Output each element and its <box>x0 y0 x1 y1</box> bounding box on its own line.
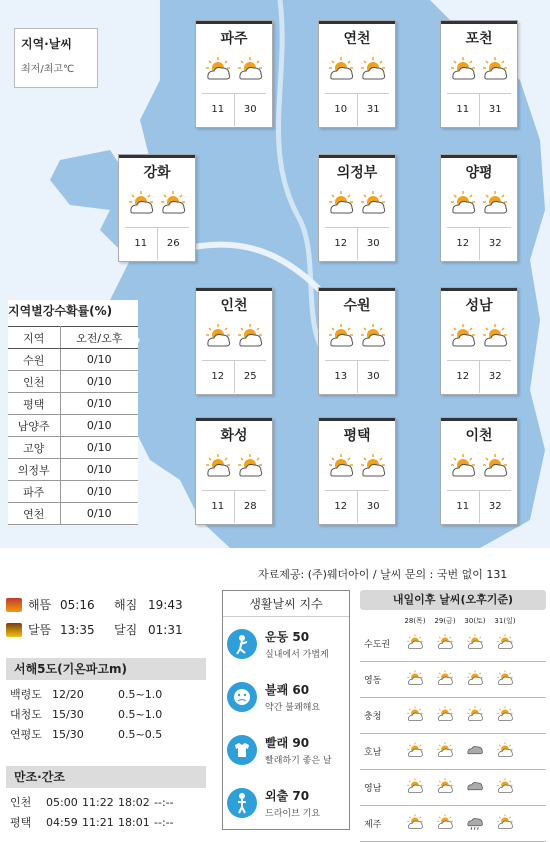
city-card <box>440 154 518 262</box>
sun-cloud-icon <box>481 55 509 87</box>
sun-moon-panel <box>6 592 206 642</box>
sun-cloud-icon <box>159 189 187 221</box>
sun-cloud-icon <box>436 777 454 799</box>
sun-cloud-icon <box>406 813 424 835</box>
table-row <box>8 371 138 393</box>
data-source: 자료제공: (주)웨더아이 / 날씨 문의 : 국번 없이 131 <box>258 568 508 581</box>
list-item <box>223 617 349 670</box>
temp-low: 12 <box>447 361 480 393</box>
temp-high: 28 <box>243 501 257 512</box>
city-name: 연천 <box>319 21 395 49</box>
laundry-icon <box>227 735 257 765</box>
rain-value: 0/10 <box>60 371 138 393</box>
rain-value: 0/10 <box>60 503 138 525</box>
sun-cloud-icon <box>406 777 424 799</box>
city-name: 인천 <box>196 288 272 316</box>
sun-cloud-icon <box>327 452 355 484</box>
tide-time: 05:00 <box>46 795 78 809</box>
city-card <box>195 20 273 128</box>
sun-cloud-icon <box>481 452 509 484</box>
forecast-region: 영남 <box>364 784 382 794</box>
forecast-panel <box>360 590 546 842</box>
forecast-row <box>360 806 546 842</box>
sun-cloud-icon <box>466 669 484 691</box>
tide-time: 11:22 <box>82 795 114 809</box>
sun-cloud-icon <box>406 633 424 655</box>
island-wave: 0.5~1.0 <box>118 707 163 721</box>
table-row <box>8 481 138 503</box>
temp-high: 31 <box>366 104 380 115</box>
life-index-name: 불쾌 60 <box>265 682 310 697</box>
map-legend <box>14 28 98 88</box>
sun-cloud-icon <box>436 705 454 727</box>
life-index-name: 외출 70 <box>265 788 310 803</box>
tide-time: 18:01 <box>118 815 150 829</box>
sun-cloud-icon <box>406 669 424 691</box>
sun-cloud-icon <box>496 777 514 799</box>
forecast-title: 내일이후 날씨(오후기준) <box>360 590 546 610</box>
sun-cloud-icon <box>436 813 454 835</box>
temp-low: 11 <box>125 228 158 260</box>
list-item <box>6 704 206 724</box>
island-name: 백령도 <box>10 688 42 701</box>
temp-low: 12 <box>325 228 358 260</box>
sun-cloud-icon <box>406 741 424 763</box>
sun-cloud-icon <box>204 322 232 354</box>
forecast-day: 29(금) <box>434 617 456 625</box>
city-card <box>318 287 396 395</box>
rain-value: 0/10 <box>60 415 138 437</box>
sun-cloud-icon <box>496 741 514 763</box>
city-name: 평택 <box>319 418 395 446</box>
island-name: 대청도 <box>10 708 42 721</box>
rain-region: 고양 <box>8 437 60 459</box>
rain-region: 평택 <box>8 393 60 415</box>
west-sea-title: 서해5도(기온파고m) <box>6 658 206 680</box>
table-row <box>8 393 138 415</box>
city-name: 포천 <box>441 21 517 49</box>
cloud-icon <box>466 777 484 799</box>
temp-high: 26 <box>166 238 180 249</box>
temp-low: 11 <box>447 491 480 523</box>
island-name: 연평도 <box>10 728 42 741</box>
tide-time: --:-- <box>154 795 174 809</box>
table-row <box>8 415 138 437</box>
sun-cloud-icon <box>449 452 477 484</box>
rain-cloud-icon <box>466 813 484 835</box>
temp-low: 11 <box>447 94 480 126</box>
sunrise-time: 05:16 <box>60 597 95 612</box>
moonrise-label: 달뜸 <box>28 623 52 637</box>
table-row <box>8 349 138 371</box>
sun-cloud-icon <box>127 189 155 221</box>
temp-high: 32 <box>488 371 502 382</box>
list-item <box>6 792 206 812</box>
list-item <box>223 776 349 829</box>
sun-cloud-icon <box>327 322 355 354</box>
life-index-desc: 드라이브 기요 <box>265 808 321 819</box>
city-name: 이천 <box>441 418 517 446</box>
tide-times-panel <box>6 766 206 832</box>
rain-value: 0/10 <box>60 459 138 481</box>
city-card <box>195 287 273 395</box>
outing-icon <box>227 788 257 818</box>
tide-times-title: 만조·간조 <box>6 766 206 788</box>
moonrise-icon <box>6 623 22 637</box>
sun-cloud-icon <box>236 322 264 354</box>
sunset-label: 해짐 <box>114 598 138 612</box>
rain-title: 지역별강수확률(%) <box>8 304 113 318</box>
sunrise-label: 해뜸 <box>28 598 52 612</box>
temp-low: 11 <box>202 94 235 126</box>
rain-value: 0/10 <box>60 437 138 459</box>
sun-cloud-icon <box>436 741 454 763</box>
rain-value: 0/10 <box>60 393 138 415</box>
life-index-title: 생활날씨 지수 <box>223 591 349 617</box>
forecast-row <box>360 698 546 734</box>
rain-region: 수원 <box>8 349 60 371</box>
city-name: 화성 <box>196 418 272 446</box>
temp-high: 30 <box>366 501 380 512</box>
sun-cloud-icon <box>481 189 509 221</box>
sun-cloud-icon <box>496 705 514 727</box>
city-card <box>195 417 273 525</box>
rain-region: 남양주 <box>8 415 60 437</box>
forecast-region: 수도권 <box>364 640 391 650</box>
rain-region: 인천 <box>8 371 60 393</box>
sun-cloud-icon <box>436 669 454 691</box>
life-index-desc: 실내에서 가볍게 <box>265 649 329 660</box>
sun-cloud-icon <box>449 189 477 221</box>
life-index-name: 빨래 90 <box>265 735 310 750</box>
temp-high: 30 <box>366 371 380 382</box>
forecast-region: 호남 <box>364 748 382 758</box>
temp-high: 32 <box>488 238 502 249</box>
tide-time: 18:02 <box>118 795 150 809</box>
city-card <box>318 417 396 525</box>
life-index-name: 운동 50 <box>265 629 310 644</box>
rain-region: 파주 <box>8 481 60 503</box>
tide-time: --:-- <box>154 815 174 829</box>
city-name: 의정부 <box>319 155 395 183</box>
life-index-desc: 빨래하기 좋은 날 <box>265 755 332 766</box>
forecast-day: 28(목) <box>404 617 426 625</box>
list-item <box>223 723 349 776</box>
city-card <box>318 20 396 128</box>
island-temp: 15/30 <box>52 727 84 741</box>
forecast-header <box>360 610 546 626</box>
sun-cloud-icon <box>496 669 514 691</box>
temp-high: 30 <box>243 104 257 115</box>
sun-cloud-icon <box>204 55 232 87</box>
sun-cloud-icon <box>359 322 387 354</box>
forecast-day: 30(토) <box>464 617 486 625</box>
sun-cloud-icon <box>236 55 264 87</box>
temp-low: 12 <box>202 361 235 393</box>
sun-cloud-icon <box>436 633 454 655</box>
rain-region: 의정부 <box>8 459 60 481</box>
sun-cloud-icon <box>496 813 514 835</box>
sun-cloud-icon <box>466 633 484 655</box>
rain-value: 0/10 <box>60 481 138 503</box>
city-card <box>118 154 196 262</box>
sun-cloud-icon <box>406 705 424 727</box>
city-card <box>440 287 518 395</box>
temp-low: 10 <box>325 94 358 126</box>
city-card <box>440 20 518 128</box>
table-row <box>8 459 138 481</box>
cloud-icon <box>466 741 484 763</box>
life-index-panel <box>222 590 350 830</box>
city-card <box>440 417 518 525</box>
exercise-icon <box>227 629 257 659</box>
city-name: 강화 <box>119 155 195 183</box>
table-row <box>8 503 138 525</box>
west-sea-panel <box>6 658 206 744</box>
sun-cloud-icon <box>236 452 264 484</box>
rain-probability-table <box>8 300 138 525</box>
list-item <box>223 670 349 723</box>
sunrise-icon <box>6 598 22 612</box>
city-name: 수원 <box>319 288 395 316</box>
tide-time: 04:59 <box>46 815 78 829</box>
temp-high: 32 <box>488 501 502 512</box>
temp-low: 13 <box>325 361 358 393</box>
rain-region: 연천 <box>8 503 60 525</box>
legend-title: 지역·날씨 <box>21 37 72 51</box>
temp-low: 12 <box>447 228 480 260</box>
island-wave: 0.5~1.0 <box>118 687 163 701</box>
forecast-row <box>360 662 546 698</box>
sun-cloud-icon <box>449 55 477 87</box>
list-item <box>6 724 206 744</box>
tide-place: 평택 <box>10 816 32 829</box>
temp-low: 12 <box>325 491 358 523</box>
discomfort-icon <box>227 682 257 712</box>
moonrise-time: 13:35 <box>60 622 95 637</box>
city-card <box>318 154 396 262</box>
forecast-region: 충청 <box>364 712 382 722</box>
city-name: 양평 <box>441 155 517 183</box>
island-temp: 12/20 <box>52 687 84 701</box>
list-item <box>6 684 206 704</box>
temp-high: 25 <box>243 371 257 382</box>
forecast-day: 31(일) <box>494 617 516 625</box>
city-name: 파주 <box>196 21 272 49</box>
sun-cloud-icon <box>327 55 355 87</box>
sun-cloud-icon <box>466 705 484 727</box>
moonset-time: 01:31 <box>148 622 183 637</box>
sun-cloud-icon <box>327 189 355 221</box>
sun-cloud-icon <box>359 189 387 221</box>
temp-high: 30 <box>366 238 380 249</box>
tide-place: 인천 <box>10 796 32 809</box>
forecast-row <box>360 734 546 770</box>
city-name: 성남 <box>441 288 517 316</box>
forecast-row <box>360 770 546 806</box>
temp-high: 31 <box>488 104 502 115</box>
forecast-row <box>360 626 546 662</box>
life-index-desc: 약간 불쾌해요 <box>265 702 321 713</box>
island-temp: 15/30 <box>52 707 84 721</box>
rain-value: 0/10 <box>60 349 138 371</box>
sun-cloud-icon <box>481 322 509 354</box>
rain-header-region: 지역 <box>8 327 60 349</box>
moonset-label: 달짐 <box>114 623 138 637</box>
sun-cloud-icon <box>204 452 232 484</box>
table-row <box>8 437 138 459</box>
temp-low: 11 <box>202 491 235 523</box>
legend-unit: 최저/최고℃ <box>21 64 75 75</box>
sun-cloud-icon <box>496 633 514 655</box>
list-item <box>6 812 206 832</box>
sun-cloud-icon <box>359 452 387 484</box>
tide-time: 11:21 <box>82 815 114 829</box>
forecast-region: 제주 <box>364 820 382 830</box>
sunset-time: 19:43 <box>148 597 183 612</box>
sun-cloud-icon <box>449 322 477 354</box>
island-wave: 0.5~0.5 <box>118 727 163 741</box>
rain-header-ampm: 오전/오후 <box>60 327 138 349</box>
sun-cloud-icon <box>359 55 387 87</box>
forecast-region: 영동 <box>364 676 382 686</box>
